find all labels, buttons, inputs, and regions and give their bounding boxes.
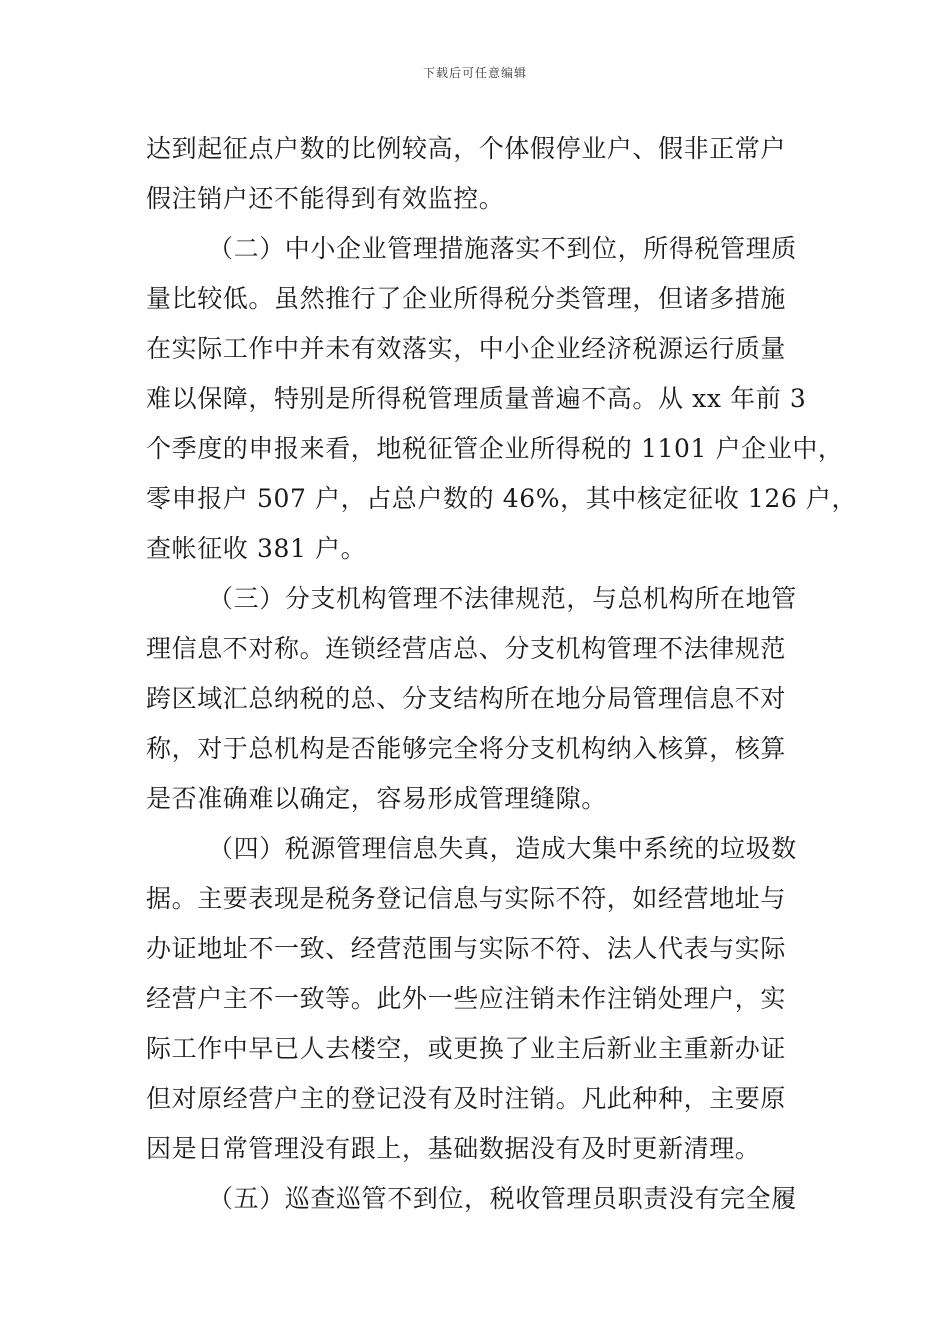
paragraph-line: 难以保障，特别是所得税管理质量普遍不高。从 xx 年前 3 [146, 384, 807, 413]
paragraph-first-line: （五）巡查巡管不到位，税收管理员职责没有完全履 [208, 1184, 797, 1213]
paragraph-line: 理信息不对称。连锁经营店总、分支机构管理不法律规范 [146, 634, 787, 663]
paragraph-line: 际工作中早已人去楼空，或更换了业主后新业主重新办证 [146, 1034, 787, 1063]
paragraph-line: 查帐征收 381 户。 [146, 534, 367, 563]
paragraph-line: 经营户主不一致等。此外一些应注销未作注销处理户，实 [146, 984, 787, 1013]
paragraph-line: 是否准确难以确定，容易形成管理缝隙。 [146, 784, 607, 813]
paragraph-line: 量比较低。虽然推行了企业所得税分类管理，但诸多措施 [146, 284, 787, 313]
paragraph-first-line: （三）分支机构管理不法律规范，与总机构所在地管 [208, 584, 797, 613]
paragraph-line: 假注销户还不能得到有效监控。 [146, 184, 505, 213]
paragraph-first-line: （二）中小企业管理措施落实不到位，所得税管理质 [208, 234, 797, 263]
paragraph-line: 因是日常管理没有跟上，基础数据没有及时更新清理。 [146, 1134, 761, 1163]
paragraph-line: 跨区域汇总纳税的总、分支结构所在地分局管理信息不对 [146, 684, 787, 713]
paragraph-line: 称，对于总机构是否能够完全将分支机构纳入核算，核算 [146, 734, 787, 763]
paragraph-line: 但对原经营户主的登记没有及时注销。凡此种种，主要原 [146, 1084, 787, 1113]
paragraph-first-line: （四）税源管理信息失真，造成大集中系统的垃圾数 [208, 834, 797, 863]
page-header: 下载后可任意编辑 [422, 66, 527, 80]
paragraph-line: 在实际工作中并未有效落实，中小企业经济税源运行质量 [146, 334, 787, 363]
document-body [146, 124, 858, 1224]
paragraph-line: 达到起征点户数的比例较高，个体假停业户、假非正常户 [146, 134, 787, 163]
paragraph-line: 据。主要表现是税务登记信息与实际不符，如经营地址与 [146, 884, 787, 913]
paragraph-line: 个季度的申报来看，地税征管企业所得税的 1101 户企业中， [146, 434, 844, 463]
paragraph-line: 办证地址不一致、经营范围与实际不符、法人代表与实际 [146, 934, 787, 963]
paragraph-line: 零申报户 507 户，占总户数的 46%，其中核定征收 126 户， [146, 484, 858, 513]
